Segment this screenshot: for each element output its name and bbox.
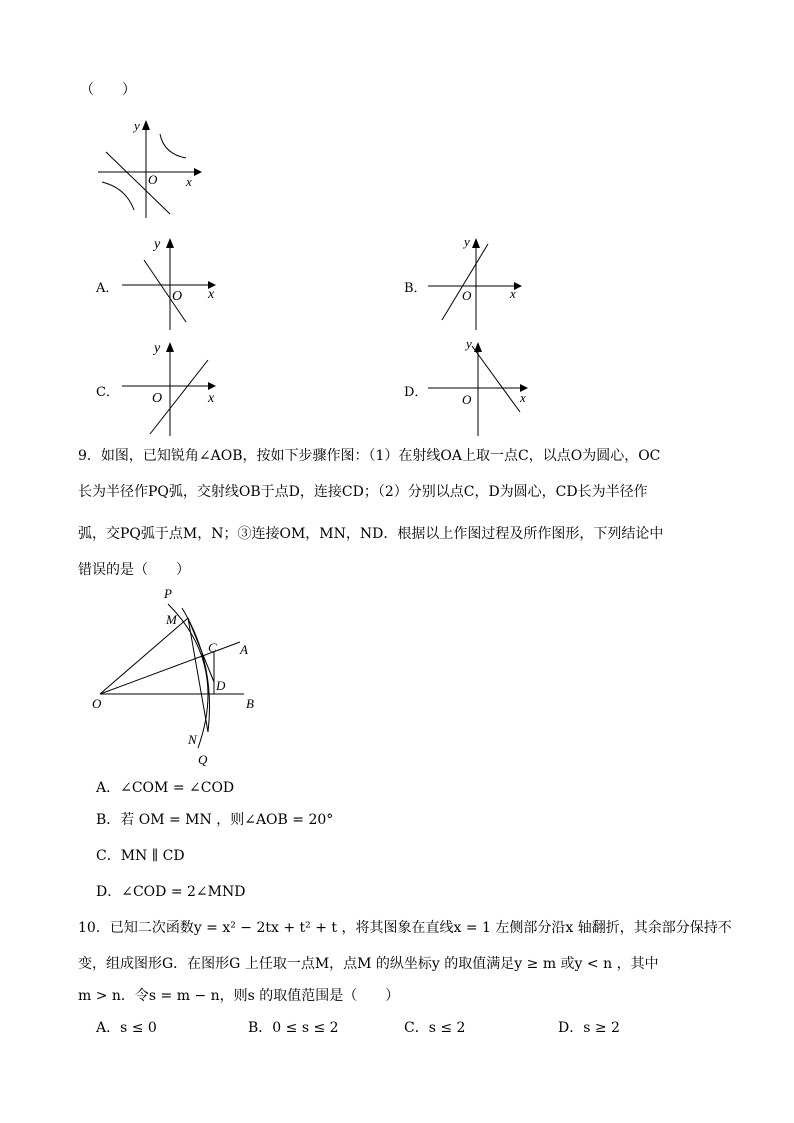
x-axis-label: x xyxy=(208,287,215,302)
q9-line-4: 错误的是（ ） xyxy=(78,562,190,578)
origin-label: O xyxy=(148,172,158,187)
q8-answer-bracket: （ ） xyxy=(80,82,136,98)
x-axis-label: x xyxy=(520,390,526,405)
label-b: B xyxy=(246,696,254,711)
q9-line-1: 9．如图，已知锐角∠AOB，按如下步骤作图：（1）在射线OA上取一点C，以点O为圆心，OC xyxy=(78,448,661,464)
q8-option-a-label[interactable]: A． xyxy=(96,281,119,296)
q10-option-d[interactable]: D．s ≥ 2 xyxy=(558,1020,620,1036)
label-a: A xyxy=(240,642,248,657)
x-axis-label: x xyxy=(510,286,516,301)
label-c: C xyxy=(208,640,217,655)
label-n: N xyxy=(188,732,197,747)
x-axis-label: x xyxy=(208,391,215,406)
label-d: D xyxy=(216,678,226,693)
y-axis-label: y xyxy=(466,336,472,351)
origin-label: O xyxy=(462,288,472,303)
origin-label: O xyxy=(152,391,163,406)
label-o: O xyxy=(92,696,102,711)
q10-option-b[interactable]: B．0 ≤ s ≤ 2 xyxy=(248,1020,339,1036)
q9-line-3: 弧，交PQ弧于点M，N；③连接OM，MN，ND．根据以上作图过程及所作图形，下列结论中 xyxy=(78,526,664,542)
q9-option-c[interactable]: C．MN ∥ CD xyxy=(96,848,185,864)
q10-option-c[interactable]: C．s ≤ 2 xyxy=(404,1020,466,1036)
q8-option-d-label[interactable]: D． xyxy=(404,385,428,400)
q10-line-3: m > n．令s = m − n，则s 的取值范围是（ ） xyxy=(78,988,400,1004)
q8-option-b-graph xyxy=(420,232,530,332)
y-axis-label: y xyxy=(134,118,140,133)
q9-option-b[interactable]: B．若 OM = MN ，则∠AOB = 20° xyxy=(96,812,334,828)
y-axis-label: y xyxy=(464,234,470,249)
q9-geometry-figure xyxy=(88,586,268,776)
q8-option-c-label[interactable]: C． xyxy=(96,385,119,400)
origin-label: O xyxy=(462,392,472,407)
q8-option-a-graph xyxy=(114,232,224,332)
label-p: P xyxy=(164,586,172,601)
q10-option-a[interactable]: A．s ≤ 0 xyxy=(96,1020,157,1036)
origin-label: O xyxy=(172,289,183,304)
q8-main-graph xyxy=(90,112,210,222)
q10-line-1: 10．已知二次函数y = x² − 2tx + t² + t ，将其图象在直线x = 1 左侧部分沿x 轴翻折，其余部分保持不 xyxy=(78,920,732,936)
q9-line-2: 长为半径作PQ弧，交射线OB于点D，连接CD；（2）分别以点C，D为圆心，CD长为半径作 xyxy=(78,484,648,500)
label-q: Q xyxy=(198,752,208,767)
q10-line-2: 变，组成图形G．在图形G 上任取一点M，点M 的纵坐标y 的取值满足y ≥ m 或y < n ，其中 xyxy=(78,956,659,972)
q9-option-a[interactable]: A．∠COM = ∠COD xyxy=(96,780,235,796)
label-m: M xyxy=(166,612,177,627)
y-axis-label: y xyxy=(154,237,161,252)
x-axis-label: x xyxy=(186,174,192,189)
q8-option-c-graph xyxy=(114,338,224,438)
q9-option-d[interactable]: D．∠COD = 2∠MND xyxy=(96,884,246,900)
y-axis-label: y xyxy=(154,341,161,356)
q8-option-b-label[interactable]: B． xyxy=(404,281,427,296)
q8-option-d-graph xyxy=(420,338,538,438)
